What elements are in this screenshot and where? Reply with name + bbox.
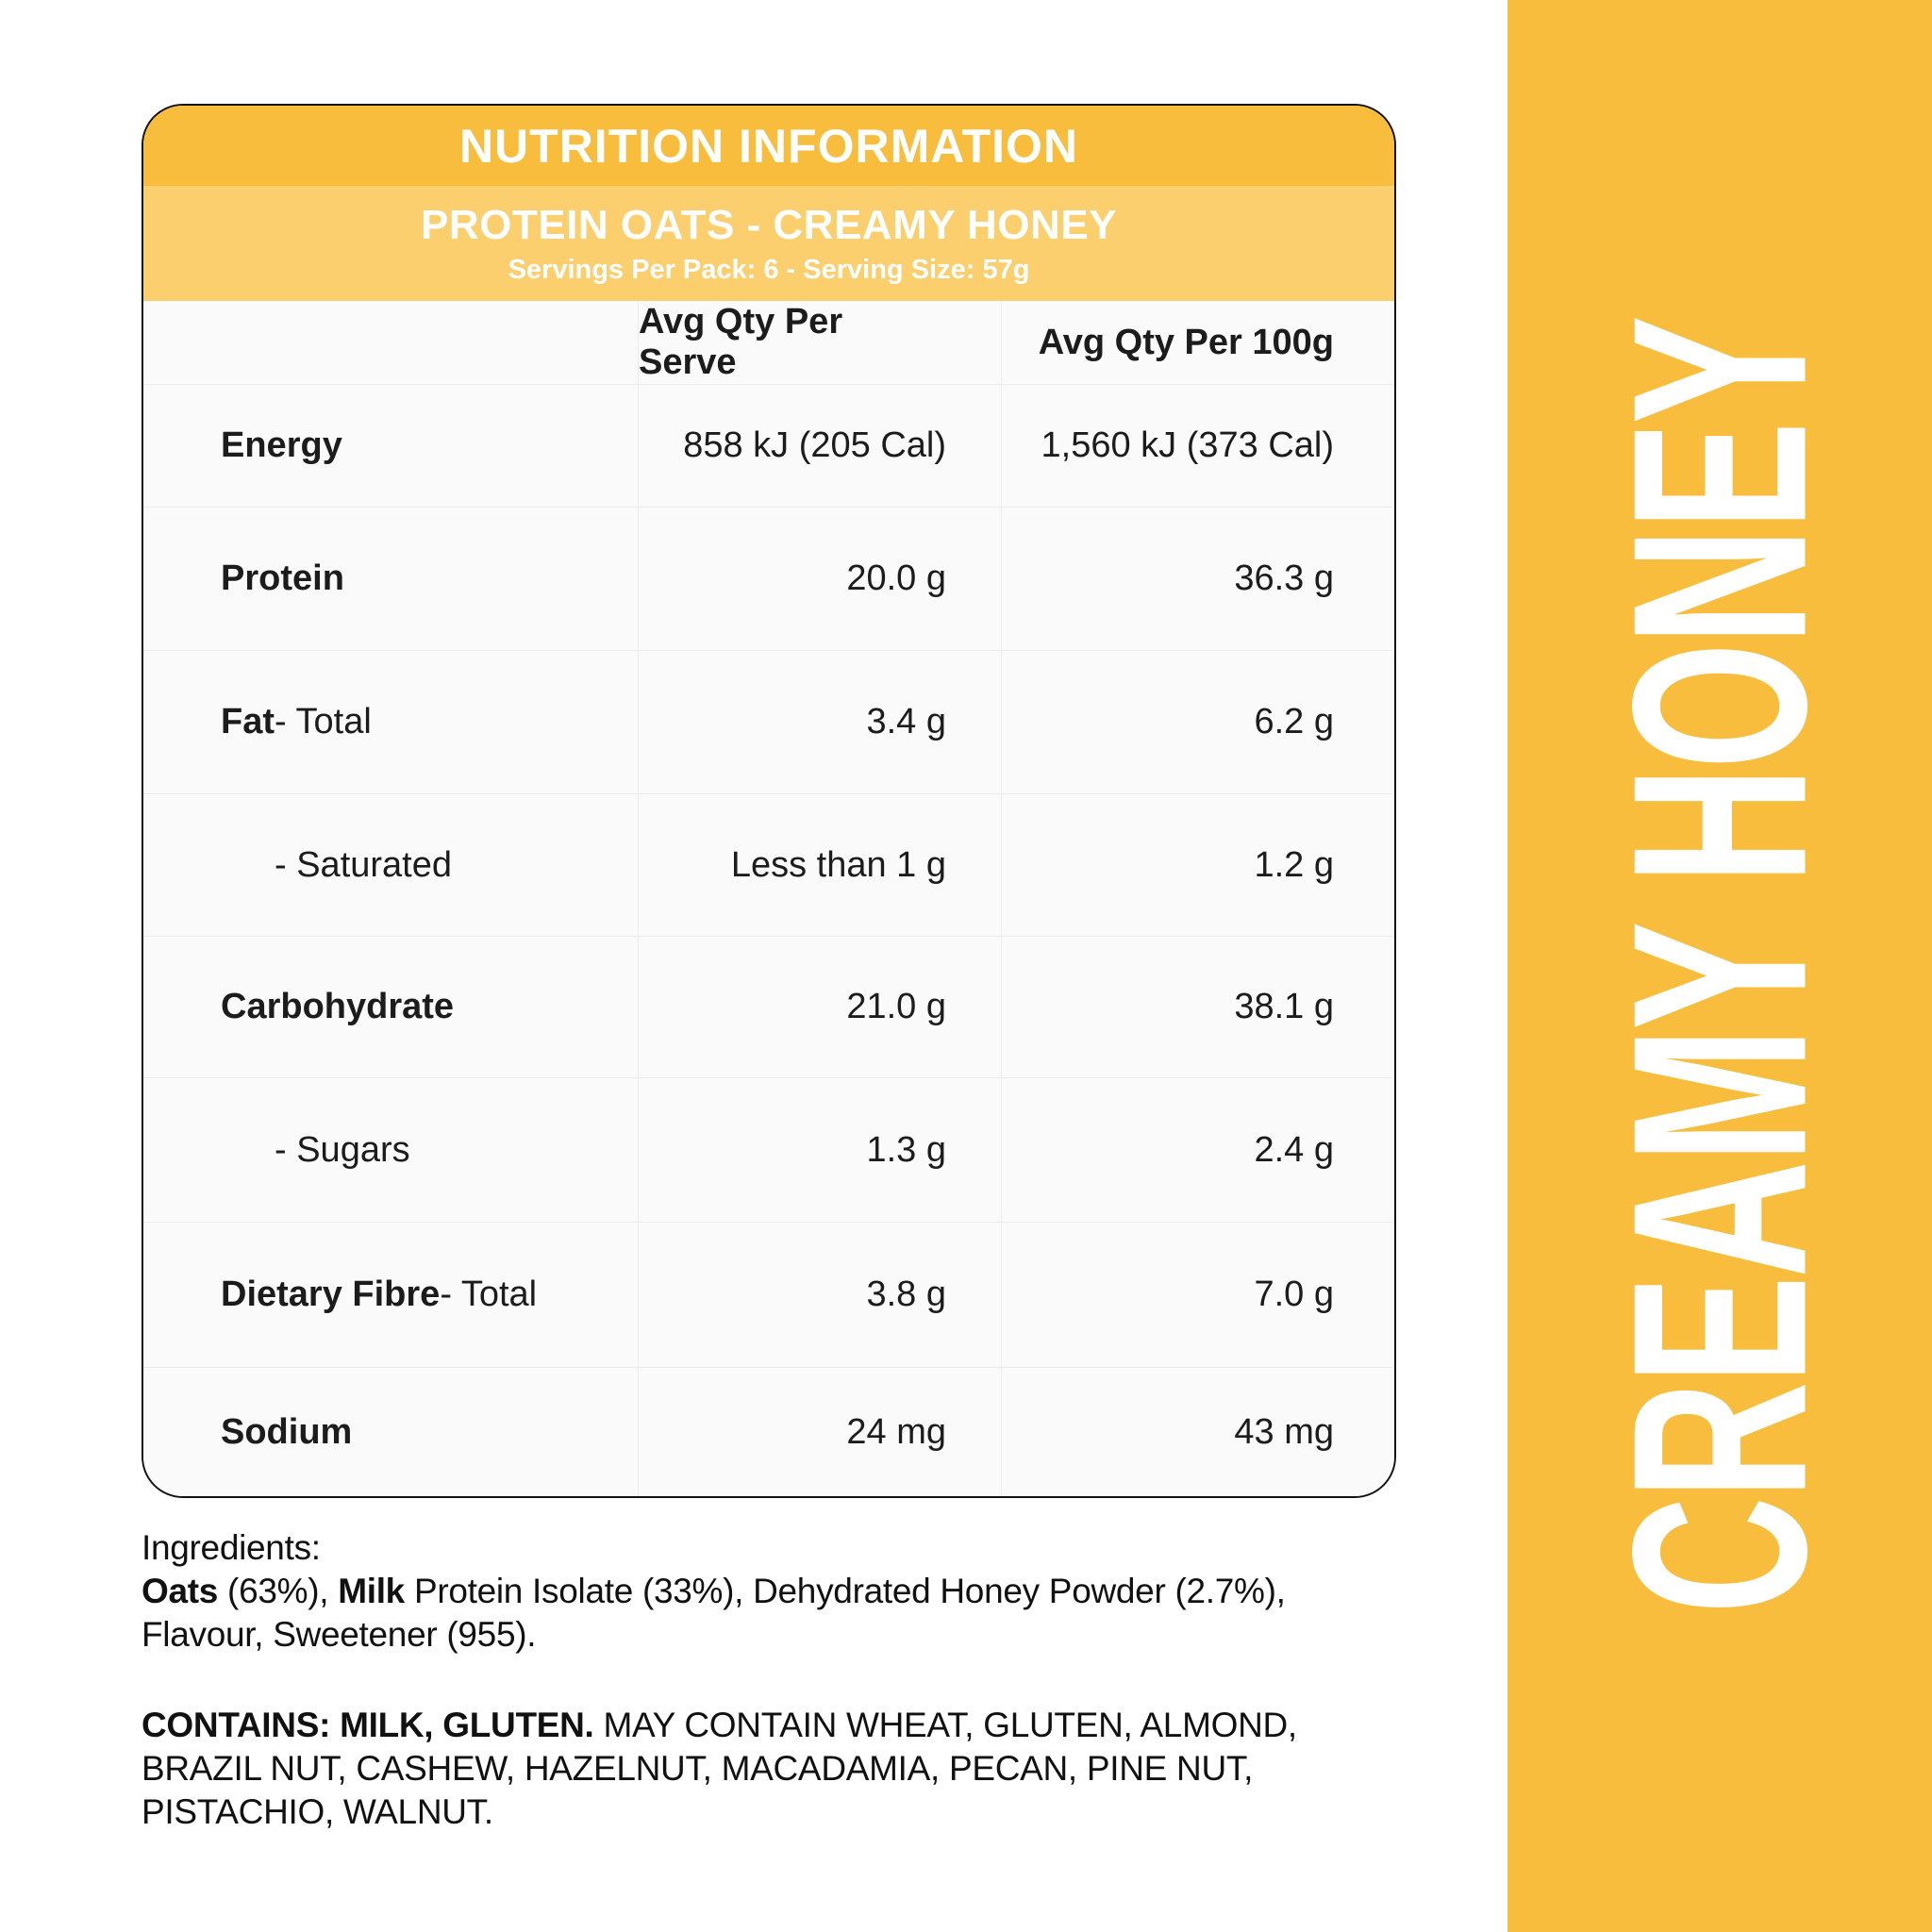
table-row-fat-saturated-per-100g: 1.2 g xyxy=(1001,793,1394,936)
ingredients-list xyxy=(142,1570,1383,1657)
table-row-carbohydrate-label xyxy=(143,936,638,1077)
table-row-sugars-label xyxy=(143,1077,638,1222)
table-header-blank xyxy=(143,301,638,384)
table-row-dietary-fibre-per-100g: 7.0 g xyxy=(1001,1222,1394,1367)
table-row-energy-per-100g: 1,560 kJ (373 Cal) xyxy=(1001,384,1394,507)
nutrition-table xyxy=(143,301,1394,1496)
table-row-fat-total-label xyxy=(143,650,638,793)
table-header-per-100g: Avg Qty Per 100g xyxy=(1001,301,1394,384)
nutrition-header-band xyxy=(143,106,1394,186)
table-row-sodium-per-100g: 43 mg xyxy=(1001,1367,1394,1496)
allergen-contains: CONTAINS: MILK, GLUTEN. xyxy=(142,1706,594,1744)
table-row-protein-label xyxy=(143,507,638,650)
ingredient-rest: Protein Isolate (33%), Dehydrated Honey Powder (2.7%), Flavour, Sweetener (955). xyxy=(142,1572,1286,1654)
table-row-fat-total-per-100g: 6.2 g xyxy=(1001,650,1394,793)
product-subheader-band xyxy=(143,186,1394,301)
table-row-energy-label xyxy=(143,384,638,507)
nutrient-name-suffix: - Total xyxy=(440,1274,538,1314)
nutrient-name: Fat xyxy=(221,702,275,741)
table-row-fat-saturated-label xyxy=(143,793,638,936)
nutrient-name: Sodium xyxy=(221,1411,353,1452)
allergen-may-contain: MAY CONTAIN WHEAT, GLUTEN, ALMOND, BRAZIL NUT, CASHEW, HAZELNUT, MACADAMIA, PECAN, PINE NUT, PISTACHIO, WALNUT. xyxy=(142,1706,1297,1831)
table-row-dietary-fibre-label xyxy=(143,1222,638,1367)
nutrient-name-suffix: - Total xyxy=(275,702,372,741)
table-row-sodium-per-serve: 24 mg xyxy=(638,1367,1001,1496)
servings-info: Servings Per Pack: 6 - Serving Size: 57g xyxy=(508,254,1030,285)
nutrient-name: Dietary Fibre xyxy=(221,1274,441,1314)
nutrient-name-hidden-prefix: Fat xyxy=(221,844,275,885)
table-row-energy-per-serve: 858 kJ (205 Cal) xyxy=(638,384,1001,507)
ingredient-milk: Milk xyxy=(338,1572,405,1610)
table-row-sugars-per-100g: 2.4 g xyxy=(1001,1077,1394,1222)
nutrient-name-hidden-prefix: Fat xyxy=(221,1129,275,1170)
nutrition-title: NUTRITION INFORMATION xyxy=(458,119,1079,173)
nutrient-name-suffix: - Saturated xyxy=(275,844,452,885)
table-row-dietary-fibre-per-serve: 3.8 g xyxy=(638,1222,1001,1367)
nutrient-name: Energy xyxy=(221,425,342,465)
allergen-statement xyxy=(142,1704,1383,1834)
nutrition-panel xyxy=(142,104,1396,1498)
table-row-sodium-label xyxy=(143,1367,638,1496)
ingredient-oats: Oats xyxy=(142,1572,219,1610)
ingredient-oats-pct: (63%), xyxy=(218,1572,339,1610)
table-row-carbohydrate-per-serve: 21.0 g xyxy=(638,936,1001,1077)
ingredients-section xyxy=(142,1526,1383,1834)
nutrient-name: Protein xyxy=(221,558,344,598)
flavour-vertical-label: CREAMY HONEY xyxy=(1581,318,1858,1614)
ingredients-heading: Ingredients: xyxy=(142,1528,321,1567)
table-row-fat-total-per-serve: 3.4 g xyxy=(638,650,1001,793)
product-name: PROTEIN OATS - CREAMY HONEY xyxy=(421,201,1117,248)
nutrient-name-suffix: - Sugars xyxy=(275,1129,410,1170)
table-header-per-serve: Avg Qty Per Serve xyxy=(638,301,1001,384)
flavour-sidebar xyxy=(1507,0,1932,1932)
table-row-protein-per-serve: 20.0 g xyxy=(638,507,1001,650)
nutrient-name: Carbohydrate xyxy=(221,987,455,1026)
table-row-carbohydrate-per-100g: 38.1 g xyxy=(1001,936,1394,1077)
table-row-sugars-per-serve: 1.3 g xyxy=(638,1077,1001,1222)
table-row-protein-per-100g: 36.3 g xyxy=(1001,507,1394,650)
table-row-fat-saturated-per-serve: Less than 1 g xyxy=(638,793,1001,936)
